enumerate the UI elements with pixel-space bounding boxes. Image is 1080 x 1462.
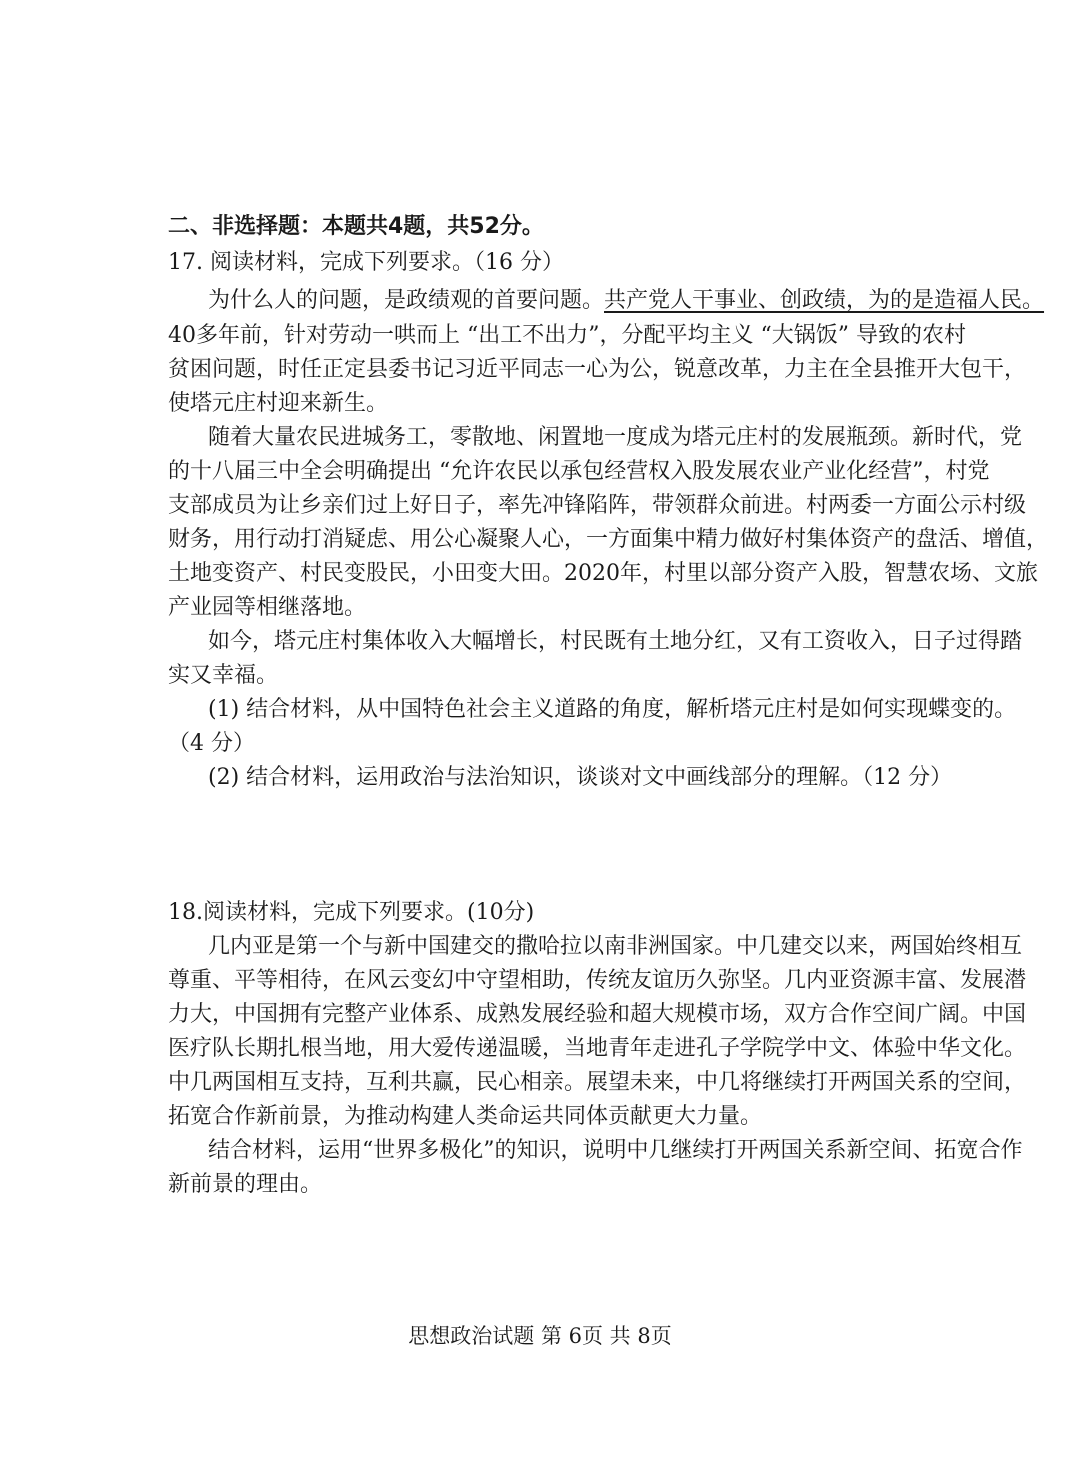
q17-p1-line1-plain: 为什么人的问题，是政绩观的首要问题。: [208, 288, 605, 313]
page-footer: 思想政治试题 第 6页 共 8页: [408, 1324, 672, 1348]
q17-subquestion-2: (2) 结合材料，运用政治与法治知识，谈谈对文中画线部分的理解。（12 分）: [208, 765, 953, 790]
q17-paragraph-1-line-3: 贫困问题，时任正定县委书记习近平同志一心为公，锐意改革，力主在全县推开大包干，: [168, 357, 1027, 382]
q17-paragraph-2-line-2: 的十八届三中全会明确提出 “允许农民以承包经营权入股发展农业产业化经营”，村党: [168, 459, 990, 484]
q18-paragraph-line-5: 中几两国相互支持，互利共赢，民心相亲。展望未来，中几将继续打开两国关系的空间，: [168, 1070, 1027, 1095]
q18-task-line-1: 结合材料，运用“世界多极化”的知识，说明中几继续打开两国关系新空间、拓宽合作: [208, 1138, 1023, 1163]
q18-paragraph-line-1: 几内亚是第一个与新中国建交的撒哈拉以南非洲国家。中几建交以来，两国始终相互: [208, 934, 1023, 959]
q17-underlined-sentence: 共产党人干事业、创政绩，为的是造福人民。: [604, 288, 1045, 313]
q17-paragraph-2-line-4: 财务，用行动打消疑虑、用公心凝聚人心，一方面集中精力做好村集体资产的盘活、增值，: [168, 527, 1049, 552]
q18-paragraph-line-4: 医疗队长期扎根当地，用大爱传递温暖，当地青年走进孔子学院学中文、体验中华文化。: [168, 1036, 1027, 1061]
q18-paragraph-line-2: 尊重、平等相待，在风云变幻中守望相助，传统友谊历久弥坚。几内亚资源丰富、发展潜: [168, 968, 1027, 993]
q17-paragraph-3-line-1: 如今，塔元庄村集体收入大幅增长，村民既有土地分红，又有工资收入，日子过得踏: [208, 629, 1023, 654]
q18-task-line-2: 新前景的理由。: [168, 1172, 323, 1197]
q17-paragraph-2-line-6: 产业园等相继落地。: [168, 595, 367, 620]
q17-paragraph-2-line-5: 土地变资产、村民变股民，小田变大田。2020年，村里以部分资产入股，智慧农场、文旅: [168, 561, 1038, 586]
q18-paragraph-line-6: 拓宽合作新前景，为推动构建人类命运共同体贡献更大力量。: [168, 1104, 763, 1129]
q17-paragraph-1-line-2: 40多年前，针对劳动一哄而上 “出工不出力”，分配平均主义 “大锅饭” 导致的农村: [168, 323, 966, 348]
q17-paragraph-2-line-3: 支部成员为让乡亲们过上好日子，率先冲锋陷阵，带领群众前进。村两委一方面公示村级: [168, 493, 1027, 518]
section-title: 二、非选择题：本题共4题，共52分。: [168, 214, 544, 239]
q17-paragraph-1-line-4: 使塔元庄村迎来新生。: [168, 391, 389, 416]
q17-paragraph-1-line-1: [208, 286, 1045, 316]
q17-subquestion-1-line-1: (1) 结合材料，从中国特色社会主义道路的角度，解析塔元庄村是如何实现蝶变的。: [208, 697, 1017, 722]
q18-paragraph-line-3: 力大，中国拥有完整产业体系、成熟发展经验和超大规模市场，双方合作空间广阔。中国: [168, 1002, 1027, 1027]
question-17-header: 17. 阅读材料，完成下列要求。（16 分）: [168, 250, 564, 275]
question-18-header: 18.阅读材料，完成下列要求。(10分): [168, 900, 535, 925]
q17-subquestion-1-line-2: （4 分）: [168, 731, 255, 756]
q17-paragraph-2-line-1: 随着大量农民进城务工，零散地、闲置地一度成为塔元庄村的发展瓶颈。新时代，党: [208, 425, 1023, 450]
q17-paragraph-3-line-2: 实又幸福。: [168, 663, 279, 688]
